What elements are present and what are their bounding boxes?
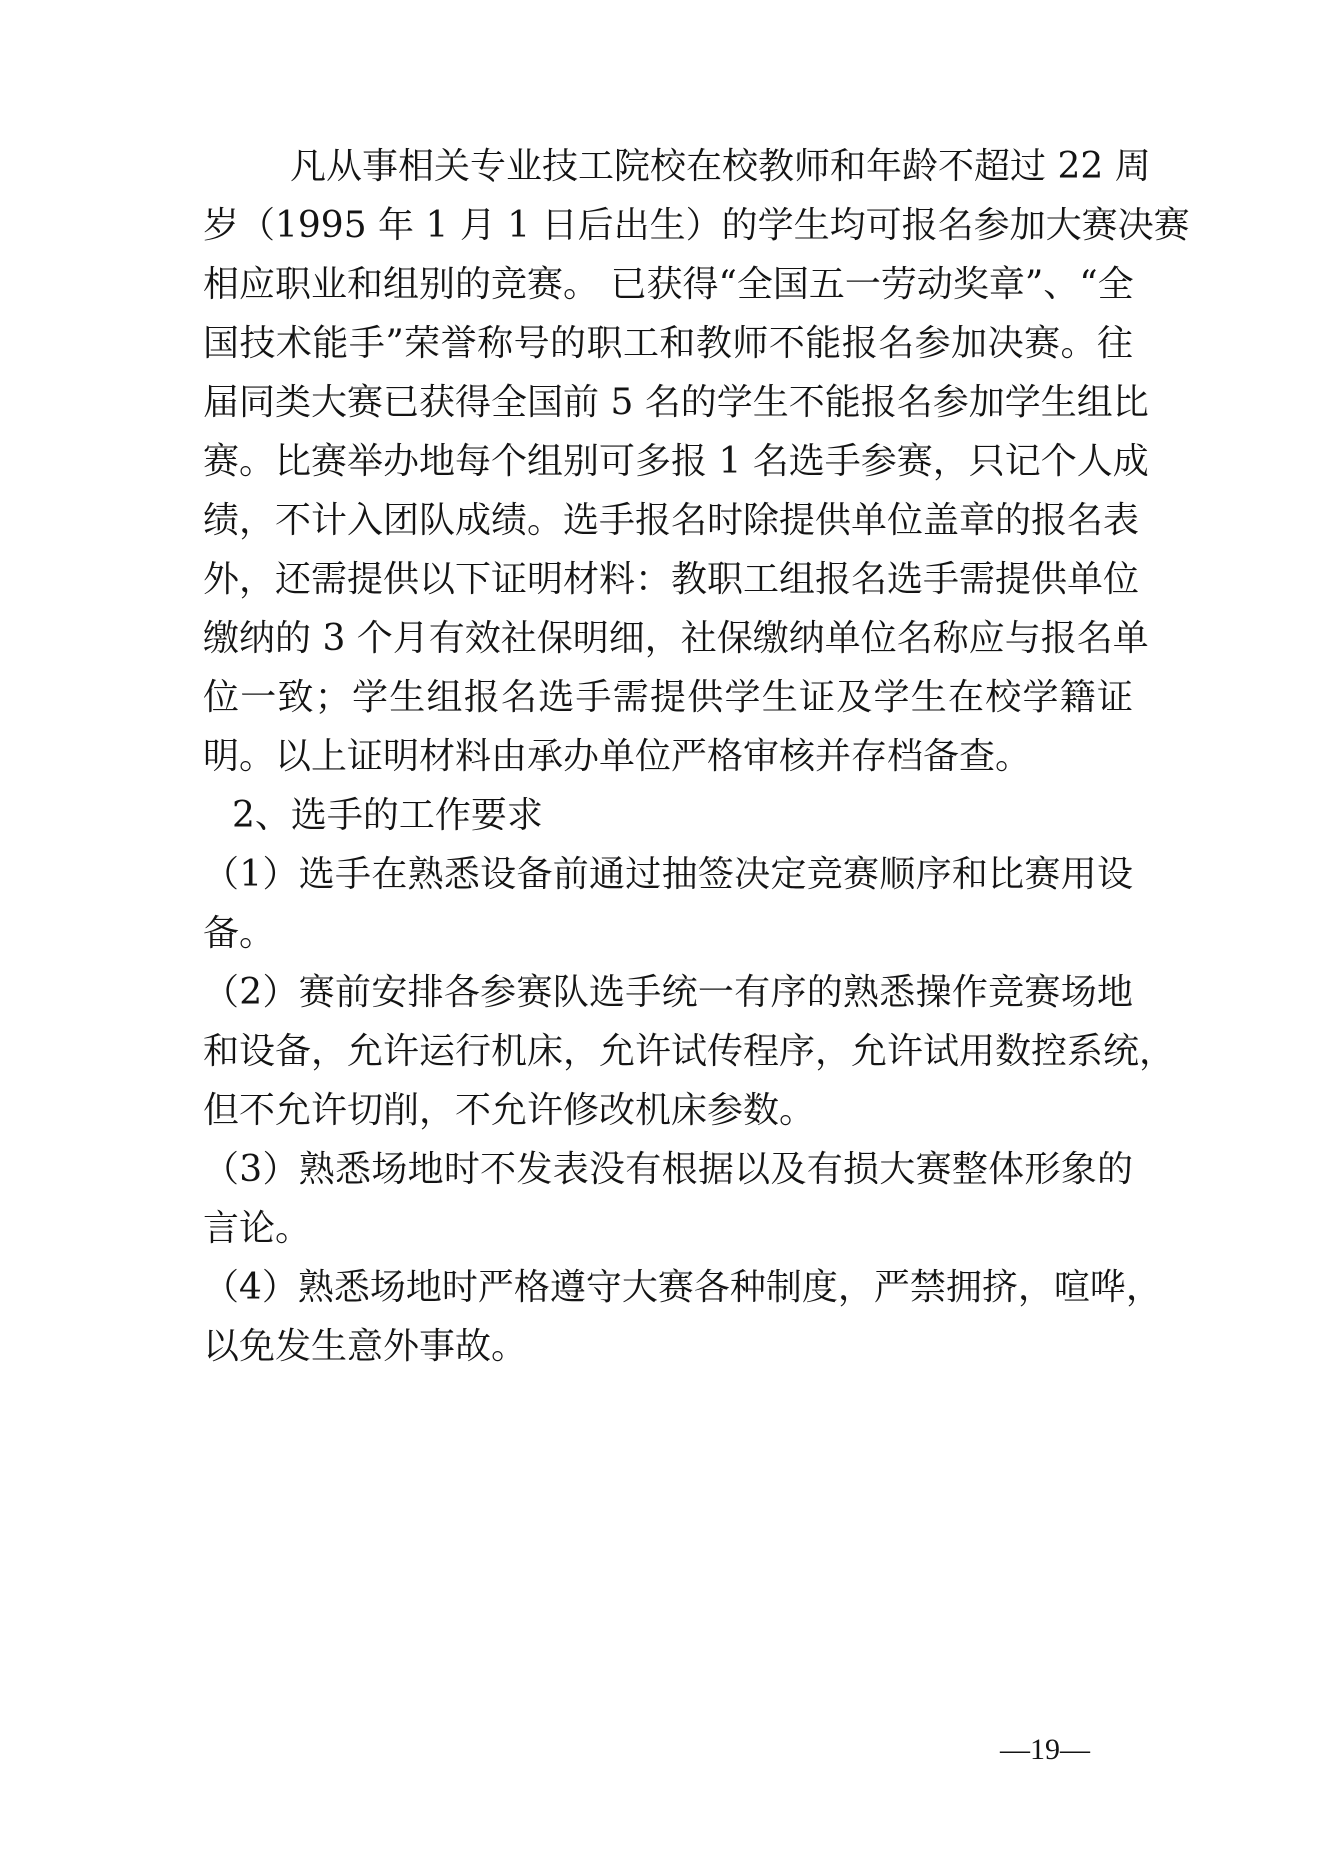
list-item-line: 但不允许切削，不允许修改机床参数。 (203, 1090, 816, 1131)
list-item-line: 和设备，允许运行机床，允许试传程序，允许试用数控系统， (203, 1031, 1176, 1072)
paragraph-line: 赛。比赛举办地每个组别可多报 1 名选手参赛，只记个人成 (203, 441, 1149, 482)
paragraph-line: 外，还需提供以下证明材料：教职工组报名选手需提供单位 (203, 559, 1140, 600)
list-item-line: （4）熟悉场地时严格遵守大赛各种制度，严禁拥挤，喧哗， (203, 1267, 1162, 1308)
list-item-line: 备。 (203, 913, 276, 954)
list-item-line: 言论。 (203, 1208, 312, 1249)
paragraph-line: 凡从事相关专业技工院校在校教师和年龄不超过 22 周 (290, 146, 1151, 187)
paragraph-line: 岁（1995 年 1 月 1 日后出生）的学生均可报名参加大赛决赛 (203, 205, 1190, 246)
paragraph-line: 绩，不计入团队成绩。选手报名时除提供单位盖章的报名表 (203, 500, 1140, 541)
paragraph-line: 缴纳的 3 个月有效社保明细，社保缴纳单位名称应与报名单 (203, 618, 1149, 659)
paragraph-line: 相应职业和组别的竞赛。 已获得“全国五一劳动奖章”、“全 (203, 264, 1134, 305)
list-item-line: （2）赛前安排各参赛队选手统一有序的熟悉操作竞赛场地 (203, 972, 1133, 1013)
section-heading: 2、选手的工作要求 (232, 795, 543, 836)
paragraph-line: 国技术能手”荣誉称号的职工和教师不能报名参加决赛。往 (203, 323, 1133, 364)
page-number: —19— (1000, 1733, 1090, 1766)
paragraph-line: 明。以上证明材料由承办单位严格审核并存档备查。 (203, 736, 1032, 777)
paragraph-line: 位一致；学生组报名选手需提供学生证及学生在校学籍证 (203, 677, 1133, 718)
list-item-line: 以免发生意外事故。 (203, 1326, 528, 1367)
paragraph-line: 届同类大赛已获得全国前 5 名的学生不能报名参加学生组比 (203, 382, 1149, 423)
list-item-line: （1）选手在熟悉设备前通过抽签决定竞赛顺序和比赛用设 (203, 854, 1133, 895)
list-item-line: （3）熟悉场地时不发表没有根据以及有损大赛整体形象的 (203, 1149, 1133, 1190)
